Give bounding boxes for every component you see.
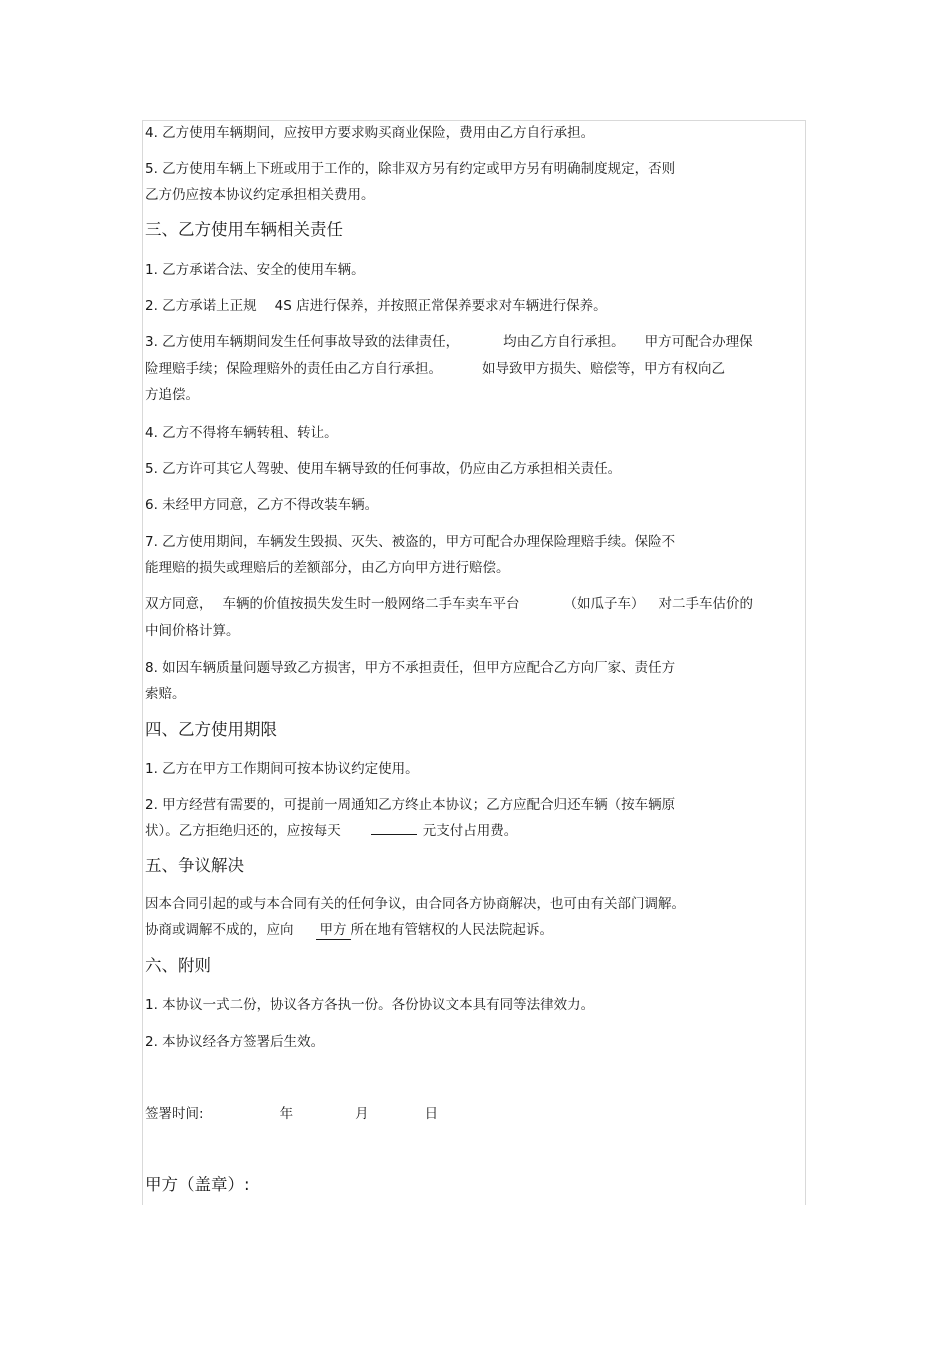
s3-item-6: 6. 未经甲方同意，乙方不得改装车辆。	[145, 497, 379, 513]
s3-item-2-part-b: 4S 店进行保养，并按照正常保养要求对车辆进行保养。	[274, 298, 607, 314]
signing-date-label: 签署时间:	[145, 1106, 204, 1122]
s4-item-2-line-1: 2. 甲方经营有需要的，可提前一周通知乙方终止本协议；乙方应配合归还车辆（按车辆原	[145, 797, 676, 813]
s3-item-3-l2-a: 险理赔手续；保险理赔外的责任由乙方自行承担。	[145, 361, 442, 377]
s5-l2-b: 所在地有管辖权的人民法院起诉。	[350, 922, 553, 938]
s3-para-l1-a: 双方同意，	[145, 596, 213, 612]
party-a-seal: 甲方（盖章）:	[145, 1175, 250, 1194]
section-4-heading: 四、乙方使用期限	[145, 720, 277, 739]
s3-item-7-line-2: 能理赔的损失或理赔后的差额部分，由乙方向甲方进行赔偿。	[145, 560, 510, 576]
s3-item-5: 5. 乙方许可其它人驾驶、使用车辆导致的任何事故，仍应由乙方承担相关责任。	[145, 461, 622, 477]
s3-para-l1-c: （如瓜子车）	[563, 596, 645, 612]
daily-fee-blank	[371, 822, 417, 835]
s3-item-3-line-3: 方追偿。	[145, 387, 199, 403]
signing-month: 月	[355, 1106, 369, 1122]
s4-item-2-l2-a: 状）。乙方拒绝归还的，应按每天	[145, 823, 341, 839]
section-6-heading: 六、附则	[145, 956, 211, 975]
s3-valuation-line-1	[145, 595, 753, 613]
s2-item-5-line-1: 5. 乙方使用车辆上下班或用于工作的，除非双方另有约定或甲方另有明确制度规定，否则	[145, 161, 676, 177]
s3-item-7-line-1: 7. 乙方使用期间，车辆发生毁损、灭失、被盗的，甲方可配合办理保险理赔手续。保险不	[145, 534, 676, 550]
s3-item-1: 1. 乙方承诺合法、安全的使用车辆。	[145, 262, 365, 278]
s6-item-1: 1. 本协议一式二份，协议各方各执一份。各份协议文本具有同等法律效力。	[145, 997, 595, 1013]
signing-year: 年	[279, 1106, 294, 1122]
jurisdiction-party: 甲方	[316, 921, 351, 940]
s3-para-l1-b: 车辆的价值按损失发生时一般网络二手车卖车平台	[222, 596, 520, 612]
s3-item-3-l1-c: 甲方可配合办理保	[644, 334, 753, 350]
s3-item-8-line-2: 索赔。	[145, 686, 186, 702]
s5-line-1: 因本合同引起的或与本合同有关的任何争议，由合同各方协商解决，也可由有关部门调解。	[145, 896, 685, 912]
signing-date-row	[145, 1105, 438, 1123]
s3-item-3-line-2	[145, 360, 725, 378]
s3-item-3-l1-b: 均由乙方自行承担。	[503, 334, 625, 350]
s4-item-2-l2-b: 元支付占用费。	[422, 823, 518, 839]
s6-item-2: 2. 本协议经各方签署后生效。	[145, 1034, 325, 1050]
s5-l2-a: 协商或调解不成的，应向	[145, 922, 294, 938]
s4-item-1: 1. 乙方在甲方工作期间可按本协议约定使用。	[145, 761, 419, 777]
s3-para-l1-d: 对二手车估价的	[658, 596, 753, 612]
signing-day: 日	[424, 1106, 439, 1122]
s5-line-2	[145, 921, 553, 940]
section-5-heading: 五、争议解决	[145, 856, 244, 875]
section-3-heading: 三、乙方使用车辆相关责任	[145, 220, 343, 239]
s3-item-2	[145, 297, 607, 315]
s3-item-2-part-a: 2. 乙方承诺上正规	[145, 298, 257, 314]
s3-item-8-line-1: 8. 如因车辆质量问题导致乙方损害，甲方不承担责任，但甲方应配合乙方向厂家、责任方	[145, 660, 676, 676]
s3-item-3-l2-b: 如导致甲方损失、赔偿等，甲方有权向乙	[482, 361, 725, 377]
s3-valuation-line-2: 中间价格计算。	[145, 623, 240, 639]
s3-item-3-l1-a: 3. 乙方使用车辆期间发生任何事故导致的法律责任，	[145, 334, 460, 350]
s4-item-2-line-2	[145, 822, 517, 840]
s2-item-5-line-2: 乙方仍应按本协议约定承担相关费用。	[145, 187, 375, 203]
s2-item-4: 4. 乙方使用车辆期间，应按甲方要求购买商业保险，费用由乙方自行承担。	[145, 125, 595, 141]
s3-item-4: 4. 乙方不得将车辆转租、转让。	[145, 425, 338, 441]
s3-item-3-line-1	[145, 333, 753, 351]
